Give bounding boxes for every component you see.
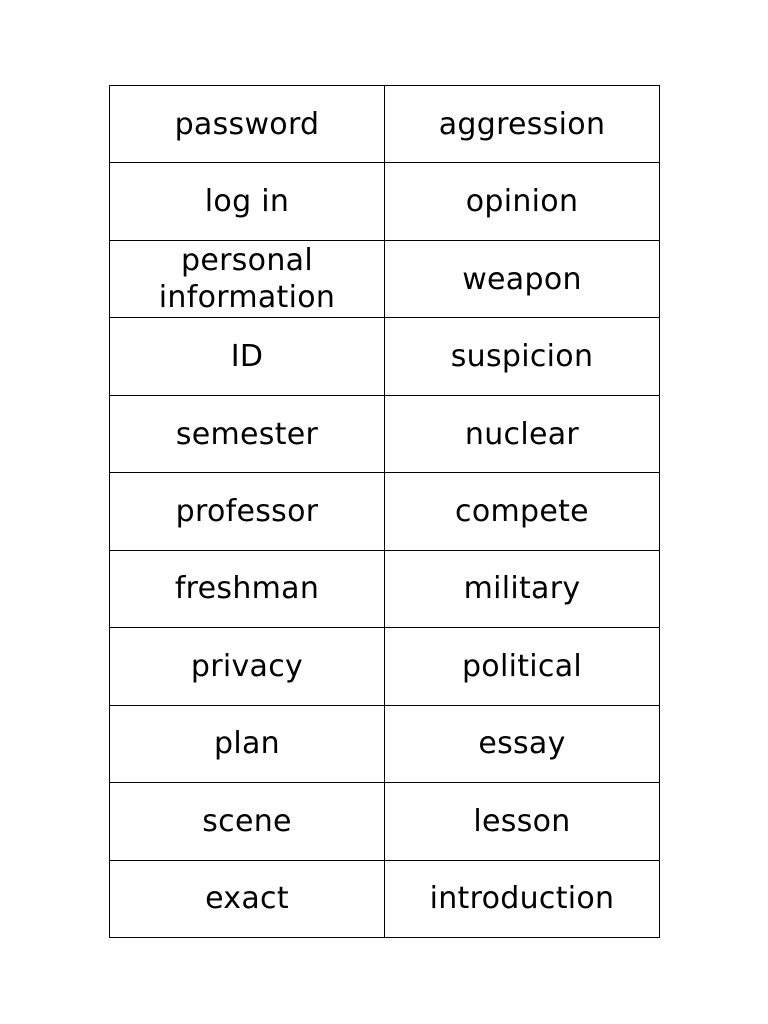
- word-cell: freshman: [110, 550, 385, 627]
- table-row: [110, 395, 660, 472]
- word-cell: lesson: [385, 783, 660, 860]
- word-cell: plan: [110, 705, 385, 782]
- table-row: [110, 628, 660, 705]
- word-cell: opinion: [385, 163, 660, 240]
- word-cell: personal information: [110, 240, 385, 317]
- table-row: [110, 240, 660, 317]
- table-row: [110, 550, 660, 627]
- word-cell: semester: [110, 395, 385, 472]
- word-cell: compete: [385, 473, 660, 550]
- table-row: [110, 86, 660, 163]
- word-cell: aggression: [385, 86, 660, 163]
- table-row: [110, 318, 660, 395]
- table-row: [110, 473, 660, 550]
- word-cell: professor: [110, 473, 385, 550]
- word-cell: suspicion: [385, 318, 660, 395]
- word-cell: password: [110, 86, 385, 163]
- word-cell: essay: [385, 705, 660, 782]
- word-cell: scene: [110, 783, 385, 860]
- word-cell: weapon: [385, 240, 660, 317]
- table-row: [110, 860, 660, 937]
- vocabulary-table: [109, 85, 660, 938]
- word-cell: log in: [110, 163, 385, 240]
- word-cell: political: [385, 628, 660, 705]
- word-cell: privacy: [110, 628, 385, 705]
- word-cell: military: [385, 550, 660, 627]
- table-row: [110, 783, 660, 860]
- word-cell: nuclear: [385, 395, 660, 472]
- table-row: [110, 163, 660, 240]
- word-cell: ID: [110, 318, 385, 395]
- word-cell: introduction: [385, 860, 660, 937]
- vocabulary-table-body: [110, 86, 660, 938]
- table-row: [110, 705, 660, 782]
- word-cell: exact: [110, 860, 385, 937]
